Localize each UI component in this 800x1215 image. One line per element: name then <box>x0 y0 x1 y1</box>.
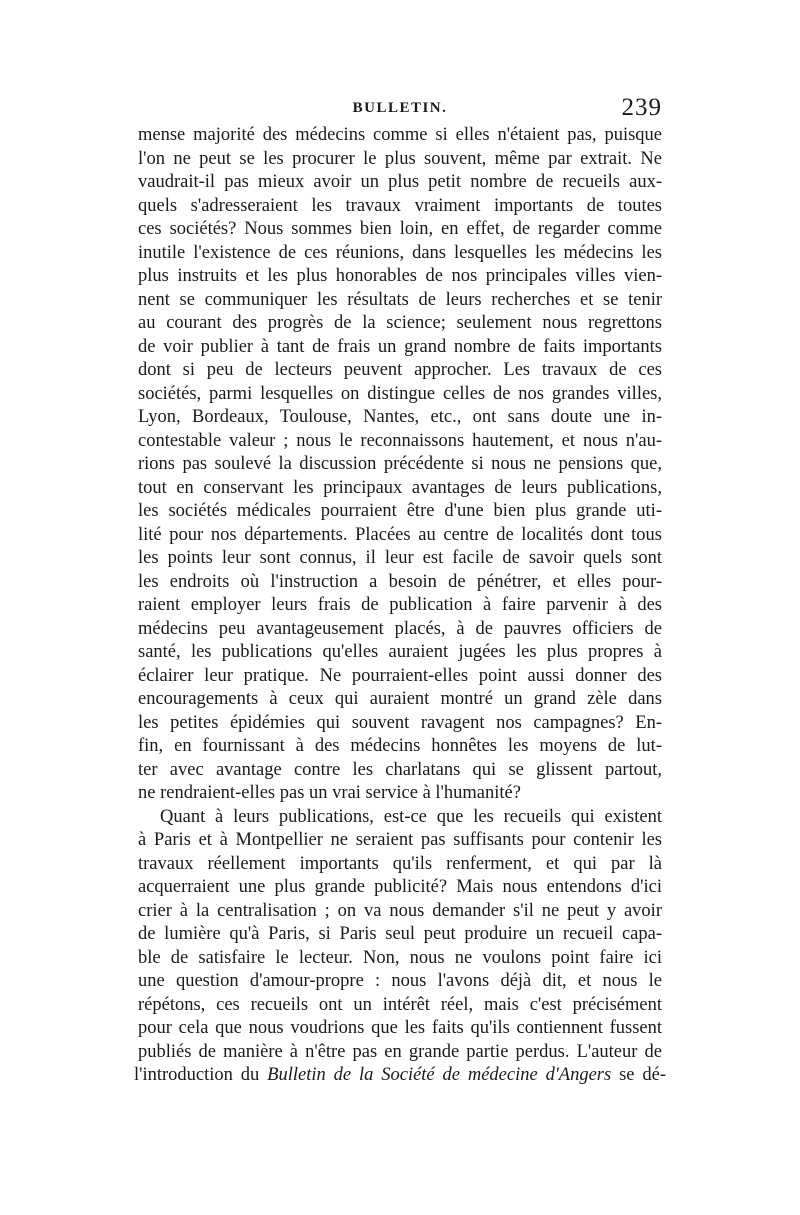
text-line: fin, en fournissant à des médecins honnêtes les moyens de lut- <box>138 736 662 756</box>
text-line: crier à la centralisation ; on va nous demander s'il ne peut y avoir <box>138 900 662 921</box>
text-line: éclairer leur pratique. Ne pourraient-elles point aussi donner des <box>138 665 662 686</box>
text-line: de voir publier à tant de frais un grand nombre de faits importants <box>138 336 662 357</box>
text-line: tout en conservant les principaux avantages de leurs publications, <box>138 477 662 498</box>
text-line: mense majorité des médecins comme si elles n'étaient pas, puisque <box>138 125 662 145</box>
running-title: BULLETIN. <box>352 100 448 116</box>
text-line: répétons, ces recueils ont un intérêt réel, mais c'est précisément <box>138 994 662 1015</box>
page-number: 239 <box>621 94 662 121</box>
text-line: ble de satisfaire le lecteur. Non, nous ne voulons point faire ici <box>138 947 662 968</box>
text-line: les petites épidémies qui souvent ravagent nos campagnes? En- <box>138 712 662 733</box>
text-line: Lyon, Bordeaux, Toulouse, Nantes, etc., ont sans doute une in- <box>138 407 662 427</box>
text-line: au courant des progrès de la science; seulement nous regrettons <box>138 313 662 333</box>
final-line <box>134 1064 666 1088</box>
text-line: raient employer leurs frais de publication à faire parvenir à des <box>138 595 662 615</box>
text-line: quels s'adresseraient les travaux vraiment importants de toutes <box>138 195 662 216</box>
text-line: à Paris et à Montpellier ne seraient pas suffisants pour contenir les <box>138 830 662 850</box>
text-line: les sociétés médicales pourraient être d'une bien plus grande uti- <box>138 501 662 521</box>
text-line: lité pour nos départements. Placées au centre de localités dont tous <box>138 524 662 545</box>
final-line-start: l'introduction du <box>134 1065 268 1085</box>
body-text <box>134 124 666 1088</box>
text-line: l'on ne peut se les procurer le plus souvent, même par extrait. Ne <box>138 148 662 169</box>
text-line: acquerraient une plus grande publicité? Mais nous entendons d'ici <box>138 877 662 897</box>
text-line: encouragements à ceux qui auraient montré un grand zèle dans <box>138 689 662 709</box>
text-line: publiés de manière à n'être pas en grande partie perdus. L'auteur de <box>138 1041 662 1062</box>
text-line: contestable valeur ; nous le reconnaissons hautement, et nous n'au- <box>138 430 662 451</box>
text-line: les points leur sont connus, il leur est facile de savoir quels sont <box>138 548 662 568</box>
text-line: une question d'amour-propre : nous l'avons déjà dit, et nous le <box>138 971 662 991</box>
text-line: plus instruits et les plus honorables de nos principales villes vien- <box>138 266 662 286</box>
text-line: de lumière qu'à Paris, si Paris seul peut produire un recueil capa- <box>138 924 662 944</box>
text-line: rions pas soulevé la discussion précédente si nous ne pensions que, <box>138 454 662 474</box>
text-line: médecins peu avantageusement placés, à de pauvres officiers de <box>138 618 662 639</box>
text-line: dont si peu de lecteurs peuvent approcher. Les travaux de ces <box>138 360 662 380</box>
text-line: pour cela que nous voudrions que les faits qu'ils contiennent fussent <box>138 1018 662 1038</box>
paragraph-start-line: Quant à leurs publications, est-ce que les recueils qui existent <box>160 806 662 827</box>
text-line: ter avec avantage contre les charlatans qui se glissent partout, <box>138 759 662 780</box>
text-line: inutile l'existence de ces réunions, dans lesquelles les médecins les <box>138 242 662 263</box>
paragraph-end-line: ne rendraient-elles pas un vrai service à l'humanité? <box>138 783 521 803</box>
text-line: les endroits où l'instruction a besoin de pénétrer, et elles pour- <box>138 571 662 592</box>
text-line: nent se communiquer les résultats de leurs recherches et se tenir <box>138 289 662 310</box>
journal-title: Bulletin de la Société de médecine d'Angers <box>267 1065 612 1085</box>
text-line: travaux réellement importants qu'ils renferment, et qui par là <box>138 853 662 874</box>
text-line: vaudrait-il pas mieux avoir un plus petit nombre de recueils aux- <box>138 172 662 192</box>
text-line: ces sociétés? Nous sommes bien loin, en effet, de regarder comme <box>138 219 662 239</box>
final-line-end: se dé- <box>611 1065 666 1085</box>
text-line: santé, les publications qu'elles auraient jugées les plus propres à <box>138 642 662 662</box>
text-line: sociétés, parmi lesquelles on distingue celles de nos grandes villes, <box>138 383 662 404</box>
